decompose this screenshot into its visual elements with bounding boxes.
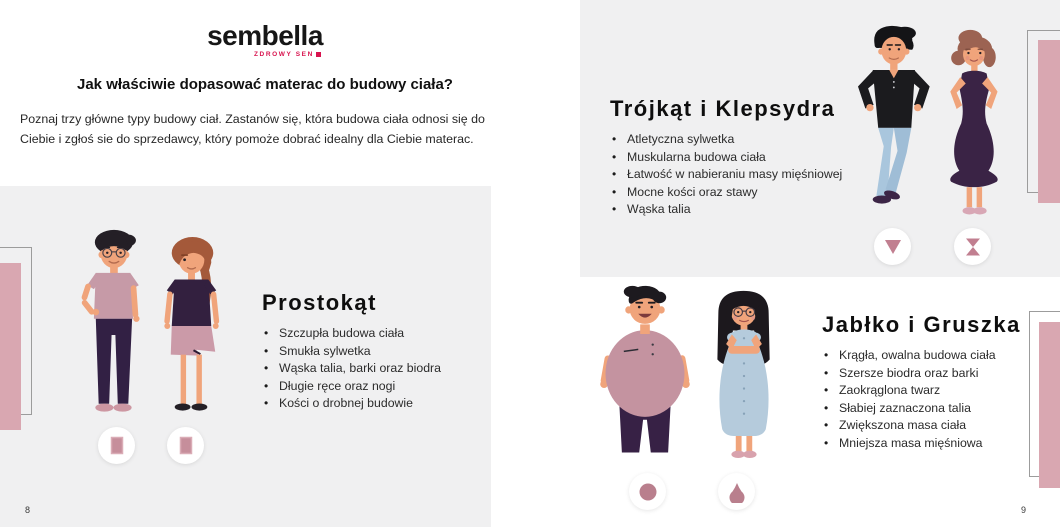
page-title: Jak właściwie dopasować materac do budowy ciała? — [77, 76, 453, 93]
triangle-body-icon — [874, 228, 911, 265]
brand-square-icon — [316, 52, 321, 57]
section-jablko-gruszka — [822, 314, 1022, 452]
page-number-left: 8 — [25, 505, 31, 515]
section-heading: Jabłko i Gruszka — [822, 312, 1021, 337]
section-heading: Prostokąt — [262, 290, 377, 315]
illustration-pear-woman — [698, 286, 790, 465]
bullet-list — [262, 325, 487, 413]
section-trojkat-klepsydra — [610, 98, 865, 219]
rectangle-body-icon — [167, 427, 204, 464]
decor-pink-right-top — [1038, 40, 1060, 203]
list-item: • Mniejsza masa mięśniowa — [822, 435, 1022, 453]
illustration-apple-man — [592, 282, 698, 465]
decor-pink-right-bottom — [1039, 322, 1060, 488]
list-item: • Krągła, owalna budowa ciała — [822, 347, 1022, 365]
list-item: • Mocne kości oraz stawy — [610, 184, 865, 202]
list-item: • Długie ręce oraz nogi — [262, 378, 487, 396]
illustration-triangle-man — [846, 24, 938, 217]
list-item: • Szczupła budowa ciała — [262, 325, 487, 343]
intro-paragraph: Poznaj trzy główne typy budowy ciał. Zastanów się, która budowa ciała odnosi się do Ciebie i zgłoś sie do sprzedawcy, który pomoże dobrać idealny dla Ciebie materac. — [20, 112, 485, 146]
rectangle-body-icon — [98, 427, 135, 464]
bullet-list — [610, 131, 865, 219]
bullet-list — [822, 347, 1022, 452]
section-prostokat — [262, 292, 487, 413]
section-heading: Trójkąt i Klepsydra — [610, 96, 836, 121]
list-item: • Wąska talia, barki oraz biodra — [262, 360, 487, 378]
list-item: • Zaokrąglona twarz — [822, 382, 1022, 400]
hourglass-body-icon — [954, 228, 991, 265]
brand-tagline: ZDROWY SEN — [253, 51, 314, 58]
list-item: • Kości o drobnej budowie — [262, 395, 487, 413]
pear-body-icon — [718, 473, 755, 510]
brand-logo — [0, 22, 530, 61]
list-item: • Słabiej zaznaczona talia — [822, 400, 1022, 418]
list-item: • Łatwość w nabieraniu masy mięśniowej — [610, 166, 865, 184]
list-item: • Zwiększona masa ciała — [822, 417, 1022, 435]
illustration-hourglass-woman — [932, 28, 1014, 219]
illustration-rectangle-woman — [150, 232, 234, 420]
apple-body-icon — [629, 473, 666, 510]
list-item: • Smukła sylwetka — [262, 343, 487, 361]
list-item: • Atletyczna sylwetka — [610, 131, 865, 149]
list-item: • Wąska talia — [610, 201, 865, 219]
list-item: • Muskularna budowa ciała — [610, 149, 865, 167]
brand-name: sembella — [207, 20, 323, 51]
decor-pink-left — [0, 263, 21, 430]
illustration-rectangle-man — [70, 226, 156, 422]
page-number-right: 9 — [1021, 505, 1027, 515]
list-item: • Szersze biodra oraz barki — [822, 365, 1022, 383]
